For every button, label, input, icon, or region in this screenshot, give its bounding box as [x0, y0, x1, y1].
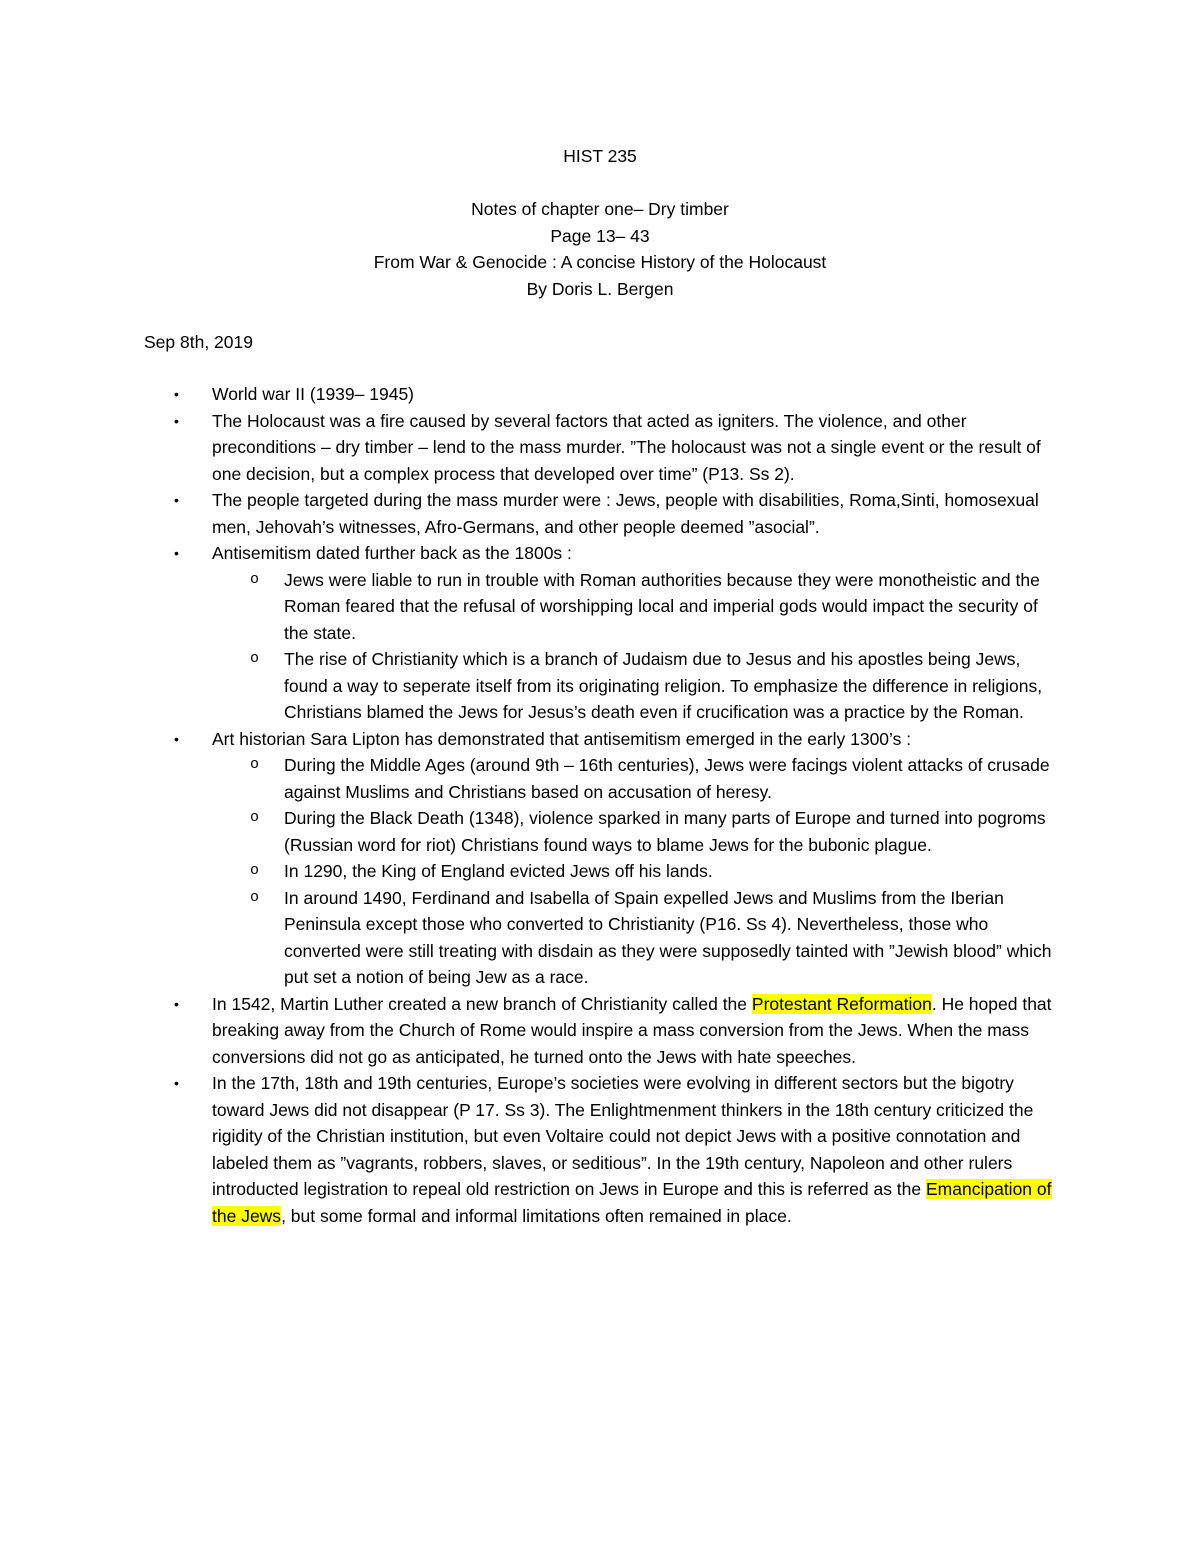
course-title: HIST 235	[563, 146, 637, 166]
circle-bullet-icon: o	[250, 862, 260, 879]
sub-note-item	[250, 646, 1064, 726]
note-text: World war II (1939– 1945)	[212, 384, 415, 404]
note-text: Antisemitism dated further back as the 1800s :	[212, 543, 572, 563]
note-item	[0, 487, 1062, 540]
note-item	[0, 726, 1062, 991]
note-text	[212, 994, 1052, 1067]
note-text: The Holocaust was a fire caused by several factors that acted as igniters. The violence, and other preconditions – dry timber – lend to the mass murder. ”The holocaust was not a single event or the result of one decision, but a complex process that developed over time” (P13. Ss 2).	[212, 410, 1041, 484]
chapter-title: Notes of chapter one– Dry timber	[471, 199, 729, 219]
note-text-after: . He hoped that breaking away from the Church of Rome would inspire a mass conversion from the Jews. When the mass conversions did not go as anticipated, he turned onto the Jews with hate speeches.	[212, 993, 1052, 1067]
sub-note-item	[250, 805, 1064, 858]
note-item	[0, 540, 1062, 726]
sub-note-item	[250, 858, 1064, 885]
document-header	[0, 143, 1200, 302]
sub-note-item	[250, 567, 1064, 647]
bullet-icon: •	[174, 412, 179, 429]
note-item	[0, 381, 1062, 408]
note-text-after: , but some formal and informal limitations often remained in place.	[281, 1205, 792, 1226]
note-text-before: In the 17th, 18th and 19th centuries, Europe’s societies were evolving in different sectors but the bigotry toward Jews did not disappear (P 17. Ss 3). The Enlightmenment thinkers in the 18th century criticized the rigidity of the Christian institution, but even Voltaire could not depict Jews with a positive connotation and labeled them as ”vagrants, robbers, slaves, or seditious”. In the 19th century, Napoleon and other rulers introducted legistration to repeal old restriction on Jews in Europe and this is referred as the	[212, 1073, 1034, 1199]
page-range: Page 13– 43	[550, 225, 650, 246]
bullet-icon: •	[174, 545, 179, 561]
circle-bullet-icon: o	[250, 809, 260, 826]
circle-bullet-icon: o	[250, 570, 260, 588]
highlighted-term: Emancipation of the Jews	[212, 1179, 1052, 1226]
circle-bullet-icon: o	[250, 888, 260, 906]
sub-note-text: In around 1490, Ferdinand and Isabella of Spain expelled Jews and Muslims from the Iberian Peninsula except those who converted to Christianity (P16. Ss 4). Nevertheless, those who converted were still treating with disdain as they were supposedly tainted with ”Jewish blood” which put set a notion of being Jew as a race.	[284, 887, 1052, 987]
notes-date: Sep 8th, 2019	[144, 332, 253, 352]
sub-note-text: During the Black Death (1348), violence sparked in many parts of Europe and turned into pogroms (Russian word for riot) Christians found ways to blame Jews for the bubonic plague.	[284, 808, 1046, 855]
author-line: By Doris L. Bergen	[526, 278, 674, 299]
note-item	[0, 991, 1062, 1071]
sub-note-text: In 1290, the King of England evicted Jews off his lands.	[284, 861, 713, 881]
bullet-icon: •	[174, 730, 179, 747]
note-text: The people targeted during the mass murder were : Jews, people with disabilities, Roma,Sinti, homosexual men, Jehovah’s witnesses, Afro-Germans, and other people deemed ”asocial”.	[212, 490, 1039, 537]
sub-notes-list	[212, 752, 1062, 991]
note-item	[0, 408, 1062, 488]
bullet-icon: •	[174, 1075, 179, 1091]
circle-bullet-icon: o	[250, 650, 260, 667]
sub-note-text: Jews were liable to run in trouble with Roman authorities because they were monotheistic and the Roman feared that the refusal of worshipping local and imperial gods would impact the security of the state.	[284, 569, 1040, 643]
note-text-before: In 1542, Martin Luther created a new branch of Christianity called the	[212, 993, 752, 1014]
notes-list	[0, 381, 1200, 1229]
highlighted-term: Protestant Reformation	[751, 993, 932, 1014]
sub-note-item	[250, 885, 1064, 991]
sub-notes-list	[212, 567, 1062, 726]
bullet-icon: •	[174, 492, 179, 508]
sub-note-item	[250, 752, 1064, 805]
note-text: Art historian Sara Lipton has demonstrated that antisemitism emerged in the early 1300’s :	[212, 728, 912, 749]
source-title: From War & Genocide : A concise History of the Holocaust	[373, 252, 827, 272]
notes-body	[0, 381, 1200, 1229]
bullet-icon: •	[174, 386, 179, 402]
note-item	[0, 1070, 1062, 1229]
circle-bullet-icon: o	[250, 756, 260, 773]
note-text	[212, 1073, 1052, 1226]
sub-note-text: The rise of Christianity which is a branch of Judaism due to Jesus and his apostles being Jews, found a way to seperate itself from its originating religion. To emphasize the difference in religions, Christians blamed the Jews for Jesus’s death even if crucification was a practice by the Roman.	[284, 649, 1043, 722]
header-spacer	[0, 170, 1200, 197]
bullet-icon: •	[174, 995, 179, 1012]
sub-note-text: During the Middle Ages (around 9th – 16th centuries), Jews were facings violent attacks of crusade against Muslims and Christians based on accusation of heresy.	[284, 755, 1050, 802]
